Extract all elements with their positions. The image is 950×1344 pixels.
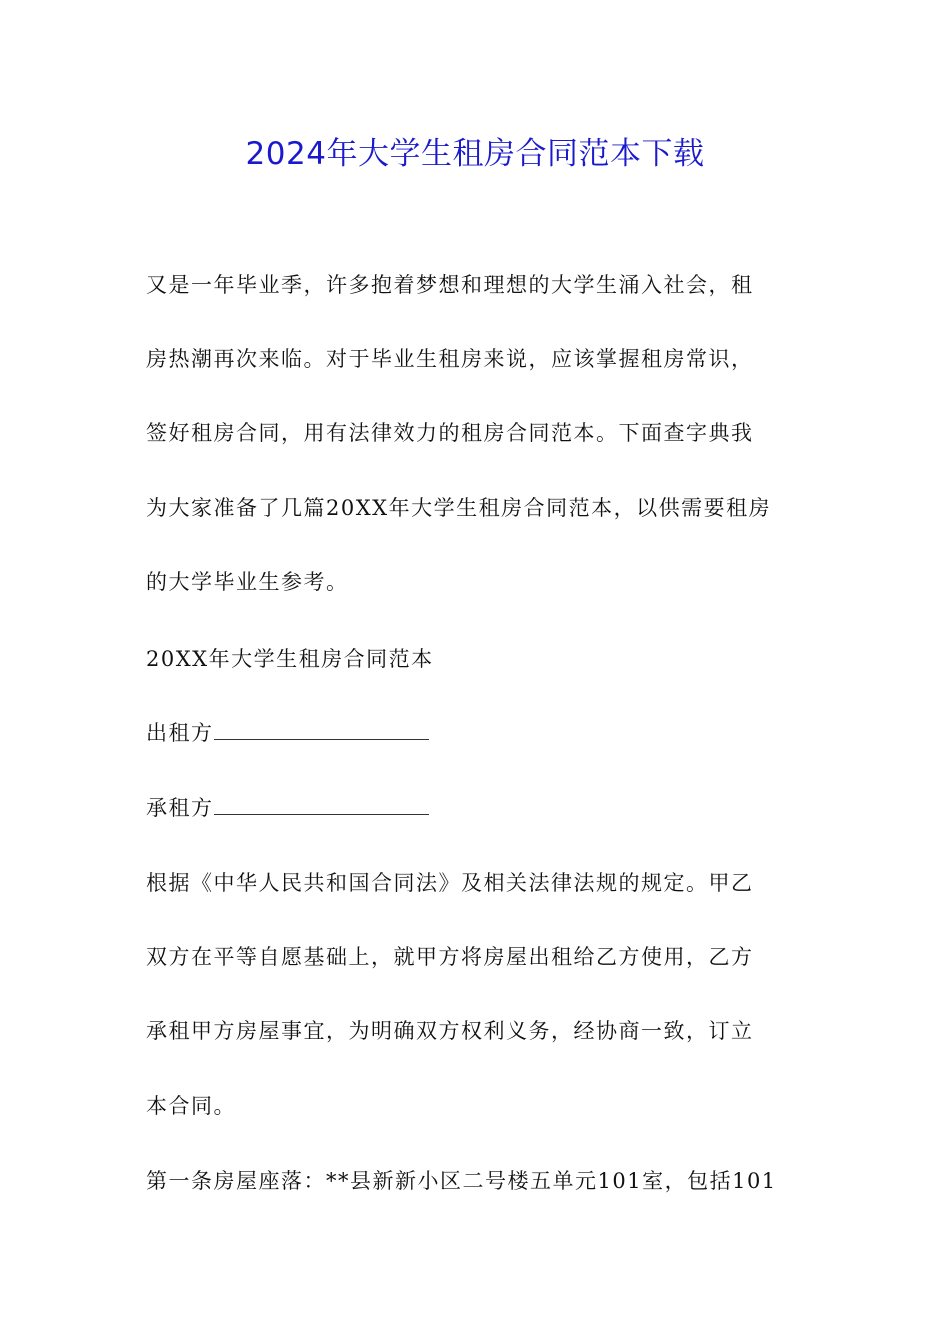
lessee-line (146, 793, 429, 823)
lessor-line (146, 718, 429, 748)
intro-line-1: 又是一年毕业季，许多抱着梦想和理想的大学生涌入社会，租 (146, 273, 754, 297)
article-1-line: 第一条房屋座落：**县新新小区二号楼五单元101室，包括101 (146, 1169, 777, 1193)
basis-line-2: 双方在平等自愿基础上，就甲方将房屋出租给乙方使用，乙方 (146, 945, 754, 969)
basis-line-4: 本合同。 (146, 1094, 236, 1118)
basis-line-1: 根据《中华人民共和国合同法》及相关法律法规的规定。甲乙 (146, 871, 754, 895)
lessor-label: 出租方 (146, 721, 214, 745)
basis-line-3: 承租甲方房屋事宜，为明确双方权利义务，经协商一致，订立 (146, 1019, 754, 1043)
lessee-label: 承租方 (146, 796, 214, 820)
intro-line-4: 为大家准备了几篇20XX年大学生租房合同范本，以供需要租房 (146, 496, 772, 520)
intro-line-2: 房热潮再次来临。对于毕业生租房来说，应该掌握租房常识， (146, 347, 754, 371)
document-title: 2024年大学生租房合同范本下载 (245, 136, 705, 172)
lessor-blank (214, 719, 429, 740)
lessee-blank (214, 794, 429, 815)
intro-line-5: 的大学毕业生参考。 (146, 570, 349, 594)
contract-subtitle: 20XX年大学生租房合同范本 (146, 647, 434, 671)
intro-line-3: 签好租房合同，用有法律效力的租房合同范本。下面查字典我 (146, 421, 754, 445)
